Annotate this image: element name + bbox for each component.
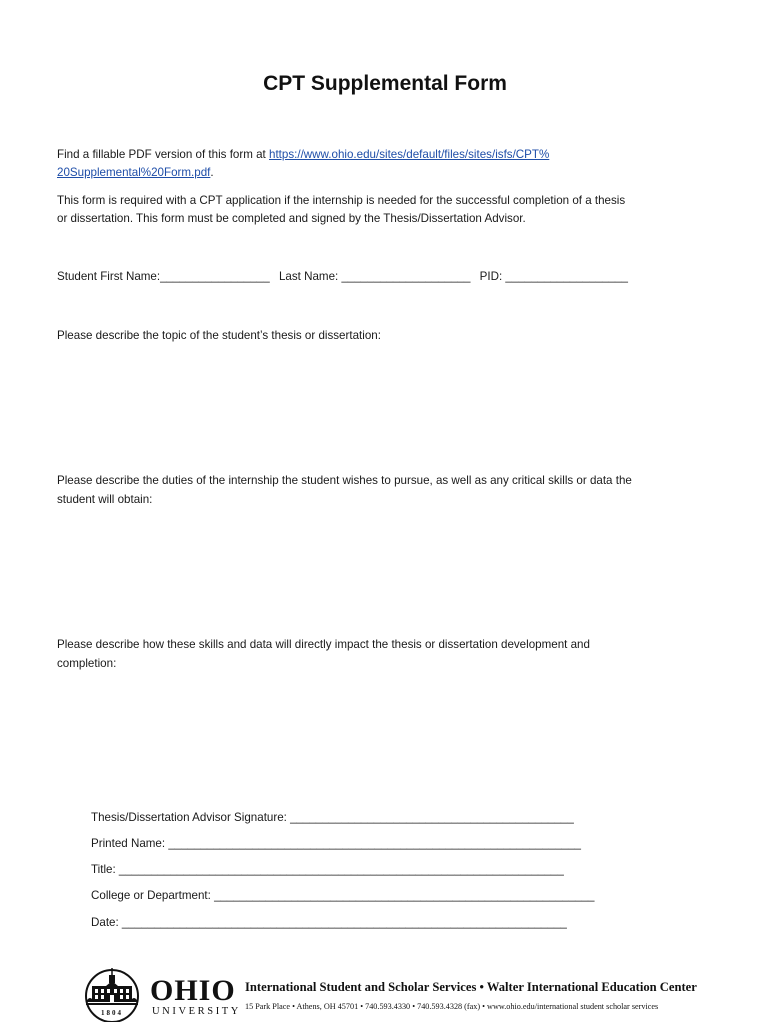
office-contact: 15 Park Place • Athens, OH 45701 • 740.593.4330 • 740.593.4328 (fax) • www.ohio.edu/international student scholar services: [245, 1002, 659, 1011]
fillable-prefix: Find a fillable PDF version of this form at: [57, 148, 269, 161]
question-duties-line-2: student will obtain:: [57, 493, 153, 506]
fillable-pdf-link[interactable]: https://www.ohio.edu/sites/default/files/sites/isfs/CPT%: [269, 148, 550, 161]
student-pid-field[interactable]: PID: ___________________: [479, 270, 628, 283]
advisor-signature-field[interactable]: Thesis/Dissertation Advisor Signature: ____________________________________________: [91, 811, 574, 824]
fillable-pdf-link-cont[interactable]: 20Supplemental%20Form.pdf: [57, 166, 211, 179]
cutler-hall-logo-icon: [78, 966, 146, 1022]
requirement-note: [57, 192, 697, 228]
university-wordmark: UNIVERSITY: [152, 1006, 241, 1017]
question-duties-line-1: Please describe the duties of the internship the student wishes to pursue, as well as any critical skills or data the: [57, 474, 632, 487]
fillable-suffix: .: [210, 166, 214, 179]
date-field[interactable]: Date: _____________________________________________________________________: [91, 916, 567, 929]
office-name: International Student and Scholar Services • Walter International Education Center: [245, 980, 697, 994]
college-department-field[interactable]: College or Department: ___________________________________________________________: [91, 889, 595, 902]
question-topic: Please describe the topic of the student’s thesis or dissertation:: [57, 329, 381, 342]
question-impact-line-2: completion:: [57, 657, 117, 670]
form-title: CPT Supplemental Form: [263, 72, 507, 95]
ohio-wordmark: OHIO: [150, 974, 236, 1007]
question-impact-line-1: Please describe how these skills and data will directly impact the thesis or dissertation development and: [57, 638, 590, 651]
requirement-line-2: or dissertation. This form must be completed and signed by the Thesis/Dissertation Advisor.: [57, 212, 526, 225]
printed-name-field[interactable]: Printed Name: ________________________________________________________________: [91, 837, 581, 850]
question-impact: [57, 635, 707, 673]
requirement-line-1: This form is required with a CPT application if the internship is needed for the successful completion of a thesis: [57, 194, 626, 207]
student-first-name-field[interactable]: Student First Name:_________________: [57, 270, 270, 283]
footer: [78, 966, 718, 1022]
title-field[interactable]: Title: _____________________________________________________________________: [91, 863, 564, 876]
fillable-note: [57, 146, 697, 182]
logo-year-text: 1804: [101, 1009, 123, 1017]
question-duties: [57, 471, 707, 509]
student-info-row: [57, 270, 717, 283]
student-last-name-field[interactable]: Last Name: ____________________: [278, 270, 471, 283]
